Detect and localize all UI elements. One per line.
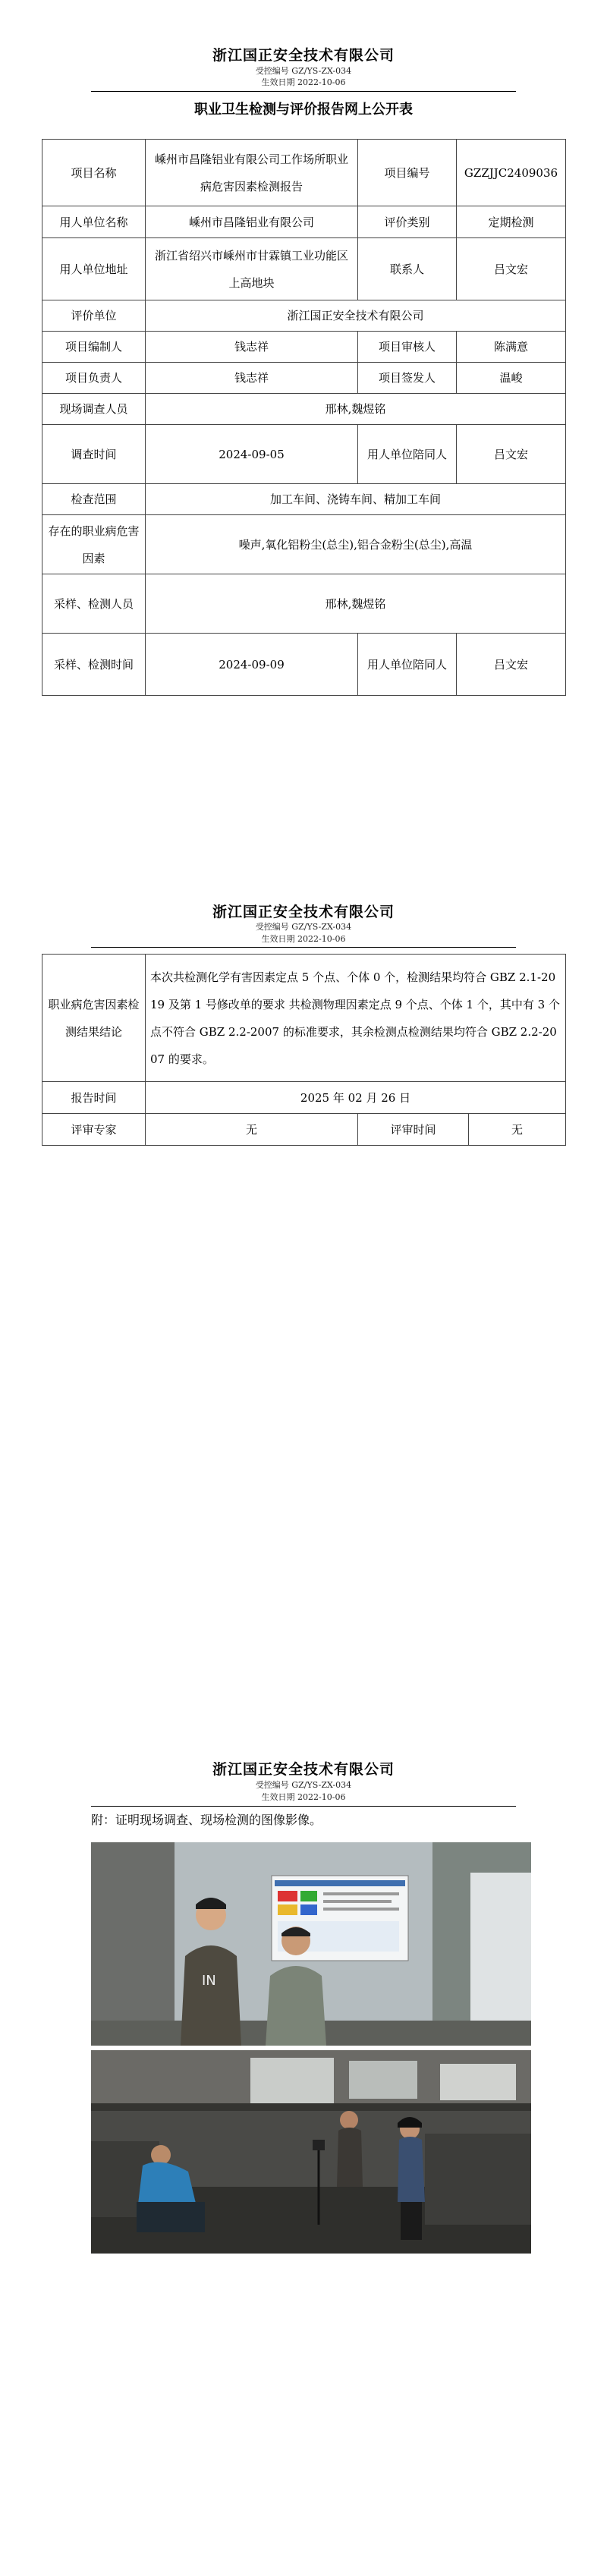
project-no-value: GZZJJC2409036 (457, 140, 566, 206)
address-label: 用人单位地址 (42, 238, 146, 300)
surveyors-label: 现场调查人员 (42, 394, 146, 425)
conclusion-table (42, 954, 566, 1146)
eval-type-value: 定期检测 (457, 206, 566, 238)
compiler-label: 项目编制人 (42, 332, 146, 363)
contact-value: 吕文宏 (457, 238, 566, 300)
contact-label: 联系人 (358, 238, 457, 300)
conclusion-label: 职业病危害因素检测结果结论 (42, 955, 146, 1082)
effective-date: 生效日期 2022-10-06 (261, 1792, 346, 1802)
site-survey-photo (91, 1842, 531, 2046)
samplers-value: 邢林,魏煜铭 (146, 574, 566, 634)
survey-time-label: 调查时间 (42, 425, 146, 484)
company-header: 浙江国正安全技术有限公司 (212, 47, 395, 64)
project-name-value: 嵊州市昌隆铝业有限公司工作场所职业病危害因素检测报告 (146, 140, 358, 206)
accompany2-value: 吕文宏 (457, 634, 566, 696)
attachment-note: 附：证明现场调查、现场检测的图像影像。 (91, 1813, 322, 1827)
employer-value: 嵊州市昌隆铝业有限公司 (146, 206, 358, 238)
expert-label: 评审专家 (42, 1114, 146, 1146)
conclusion-value: 本次共检测化学有害因素定点 5 个点、个体 0 个，检测结果均符合 GBZ 2.1-2019 及第 1 号修改单的要求 共检测物理因素定点 9 个点、个体 1 个，其中有 3 个点不符合 GBZ 2.2-2007 的标准要求，其余检测点检测结果均符合 GBZ 2.2-2007 的要求。 (146, 955, 566, 1082)
company-header: 浙江国正安全技术有限公司 (212, 904, 395, 920)
report-time-value: 2025 年 02 月 26 日 (146, 1082, 566, 1114)
surveyors-value: 邢林,魏煜铭 (146, 394, 566, 425)
hazards-value: 噪声,氧化铝粉尘(总尘),铝合金粉尘(总尘),高温 (146, 515, 566, 574)
company-header: 浙江国正安全技术有限公司 (212, 1761, 395, 1778)
samplers-label: 采样、检测人员 (42, 574, 146, 634)
accompany2-label: 用人单位陪同人 (358, 634, 457, 696)
disclosure-table (42, 139, 566, 696)
issuer-value: 温峻 (457, 363, 566, 394)
accompany-value: 吕文宏 (457, 425, 566, 484)
issuer-label: 项目签发人 (358, 363, 457, 394)
leader-value: 钱志祥 (146, 363, 358, 394)
effective-date: 生效日期 2022-10-06 (261, 77, 346, 87)
svg-text:IN: IN (202, 1973, 216, 1989)
sampling-time-label: 采样、检测时间 (42, 634, 146, 696)
header-divider (91, 947, 516, 948)
eval-unit-label: 评价单位 (42, 300, 146, 332)
page-title: 职业卫生检测与评价报告网上公开表 (194, 102, 413, 118)
scope-value: 加工车间、浇铸车间、精加工车间 (146, 484, 566, 515)
compiler-value: 钱志祥 (146, 332, 358, 363)
control-number: 受控编号 GZ/YS-ZX-034 (255, 66, 352, 76)
site-inspection-photo (91, 2050, 531, 2254)
leader-label: 项目负责人 (42, 363, 146, 394)
employer-label: 用人单位名称 (42, 206, 146, 238)
accompany-label: 用人单位陪同人 (358, 425, 457, 484)
survey-time-value: 2024-09-05 (146, 425, 358, 484)
reviewer-value: 陈满意 (457, 332, 566, 363)
expert-value: 无 (146, 1114, 358, 1146)
report-time-label: 报告时间 (42, 1082, 146, 1114)
project-name-label: 项目名称 (42, 140, 146, 206)
header-divider (91, 91, 516, 92)
control-number: 受控编号 GZ/YS-ZX-034 (255, 1780, 352, 1790)
address-value: 浙江省绍兴市嵊州市甘霖镇工业功能区上高地块 (146, 238, 358, 300)
eval-unit-value: 浙江国正安全技术有限公司 (146, 300, 566, 332)
control-number: 受控编号 GZ/YS-ZX-034 (255, 922, 352, 932)
review-time-label: 评审时间 (358, 1114, 469, 1146)
hazards-label: 存在的职业病危害因素 (42, 515, 146, 574)
eval-type-label: 评价类别 (358, 206, 457, 238)
header-divider (91, 1806, 516, 1807)
sampling-time-value: 2024-09-09 (146, 634, 358, 696)
reviewer-label: 项目审核人 (358, 332, 457, 363)
scope-label: 检查范围 (42, 484, 146, 515)
effective-date: 生效日期 2022-10-06 (261, 934, 346, 944)
review-time-value: 无 (469, 1114, 566, 1146)
project-no-label: 项目编号 (358, 140, 457, 206)
